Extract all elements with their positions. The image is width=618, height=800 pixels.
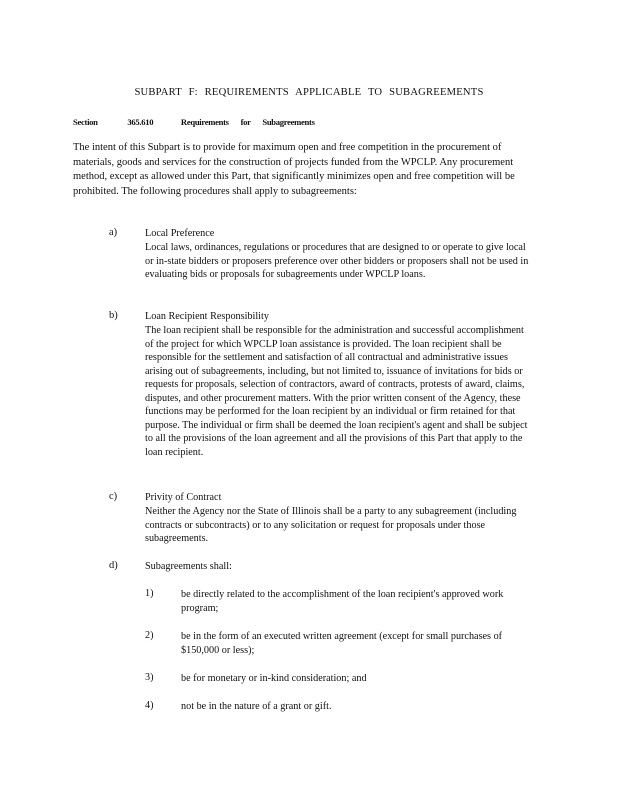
subpart-title: SUBPART F: REQUIREMENTS APPLICABLE TO SUBAGREEMENTS bbox=[134, 87, 484, 98]
item-title: Privity of Contract bbox=[145, 492, 222, 503]
section-heading-text: Requirements for Subagreements bbox=[180, 117, 315, 127]
subitem-marker: 4) bbox=[145, 700, 154, 711]
section-number: 365.610 bbox=[127, 117, 154, 127]
intro-paragraph: The intent of this Subpart is to provide for maximum open and free competition in the procurement of materials, goods and services for the construction of projects funded from the WPCLP. Any procurement method, except as allowed under this Part, that significantly minimizes open and free competition will be prohibited. The following procedures shall apply to subagreements: bbox=[73, 142, 515, 197]
subitem-marker: 3) bbox=[145, 672, 154, 683]
subitem-marker: 1) bbox=[145, 588, 154, 599]
subitem-text: not be in the nature of a grant or gift. bbox=[181, 701, 332, 712]
list-marker: b) bbox=[109, 310, 118, 321]
subitem-text: be in the form of an executed written agreement (except for small purchases of $150,000 or less); bbox=[181, 631, 503, 656]
subitem-text: be for monetary or in-kind consideration; and bbox=[181, 673, 367, 684]
subitem-text: be directly related to the accomplishment of the loan recipient's approved work program; bbox=[181, 589, 504, 614]
item-body: The loan recipient shall be responsible for the administration and successful accomplishment of the project for which WPCLP loan assistance is provided. The loan recipient shall be responsible for the settlement and satisfaction of all contractual and administrative issues arising out of subagreements, including, but not limited to, issuance of invitations for bids or requests for proposals, selection of contractors, award of contracts, protests of award, claims, disputes, and other procurement matters. With the prior written consent of the Agency, these functions may be performed for the loan recipient by an individual or firm retained for that purpose. The individual or firm shall be deemed the loan recipient's agent and shall be subject to all the provisions of the loan agreement and all the provisions of this Part that apply to the loan recipient. bbox=[145, 325, 528, 458]
list-marker: c) bbox=[109, 491, 118, 502]
item-title: Subagreements shall: bbox=[145, 561, 232, 572]
item-body: Local laws, ordinances, regulations or procedures that are designed to or operate to give local or in-state bidders or proposers preference over other bidders or proposers shall not be used in evaluating bids or proposals for subagreements under WPCLP loans. bbox=[145, 242, 529, 280]
item-body: Neither the Agency nor the State of Illinois shall be a party to any subagreement (including contracts or subcontracts) or to any solicitation or request for proposals under those subagreements. bbox=[145, 506, 517, 544]
section-heading bbox=[73, 117, 315, 127]
list-marker: a) bbox=[109, 227, 118, 238]
list-marker: d) bbox=[109, 560, 118, 571]
item-title: Local Preference bbox=[145, 228, 215, 239]
section-label: Section bbox=[73, 117, 98, 127]
subitem-marker: 2) bbox=[145, 630, 154, 641]
item-title: Loan Recipient Responsibility bbox=[145, 311, 269, 322]
